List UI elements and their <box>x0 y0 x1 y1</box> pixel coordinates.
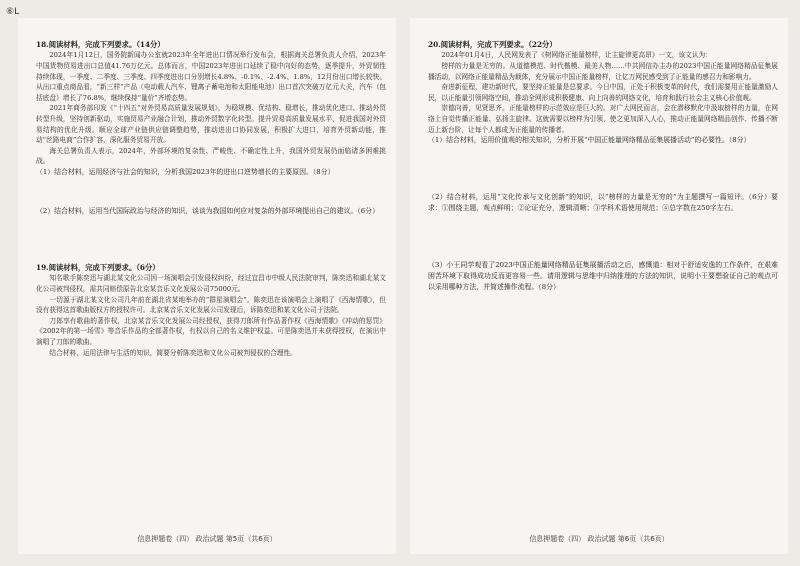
q19-subquestion-1: 结合材料，运用法律与生活的知识，简要分析陈奕迅和文化公司被判侵权的合理性。 <box>49 348 297 357</box>
q19-material-para: 刀郎享有歌曲的著作权，北京某音乐文化发展公司经授权，获得刀郎所有作品著作权《西海情歌》《冲动的惩罚》《2002年的第一场雪》等音乐作品的全部著作权，有权以自己的名义维护权益。可是陈奕迅并未获得授权，在演出中演唱了刀郎的歌曲。 <box>36 316 386 346</box>
question-19-title: 19.阅读材料，完成下列要求。（6分） <box>36 262 160 272</box>
q20-material-para: 榜样的力量是无穷的。从道德模范、时代楷模、最美人物……中共网信办主办的2023中国正能量网络精品征集展播活动，以网络正能量精品为载体，充分展示中国正能量榜样，让亿万网民感受到了正能量的感召力和影响力。 <box>428 62 778 81</box>
q18-material-para: 2021年商务部印发《“十四五”对外贸易高质量发展规划》，为稳规模、优结构、稳增长，推动优化进口、推动外贸转型升级，坚持创新驱动，实施贸易产业融合计划，推动外贸数字化转型。提升贸易高质量发展水平，促进我国对外贸易结构的优化升级。顺应全球产业链供应链调整趋势，推动进出口协同发展，积极扩大进口，培育外贸新动能，推动“丝路电商”合作扩容，深化服务贸易开放。 <box>36 104 386 145</box>
q18-material-para: 海关总署负责人表示，2024年，外部环境的复杂性、严峻性、不确定性上升，我国外贸发展仍面临诸多困难挑战。 <box>36 146 386 166</box>
page-5-footer: 信息押题卷（四） 政治试题 第5页（共6页） <box>137 535 277 543</box>
q20-material-para: 崇德向善，见贤思齐。正能量榜样的示范效应是巨大的。对广大网民而言，会在潜移默化中汲取榜样的力量，在网络上自觉传播正能量、弘扬主旋律。这就需要以榜样为引领，使之更加深入人心，推动正能量网络精品创作、传播不断迈上新台阶，让每个人都成为正能量的传播者。 <box>428 104 778 134</box>
page-5-column <box>36 40 386 358</box>
q20-subquestion-1: （1）结合材料，运用价值观的相关知识，分析开展“中国正能量网络精品征集展播活动”的必要性。（8分） <box>428 136 751 145</box>
q20-material-para: 奋进新征程，建功新时代，要坚持正能量是总要求。今日中国，正处于积极变革的时代，我们需要用正能量激励人民，以正能量引领网络空间，推动全网形成积极健康、向上向善的网络文化，培育和践行社会主义核心价值观。 <box>428 83 778 102</box>
question-20-title: 20.阅读材料，完成下列要求。（22分） <box>428 40 557 49</box>
q18-subquestion-1: （1）结合材料，运用经济与社会的知识，分析我国2023年的进出口逆势增长的主要原因。（8分） <box>36 167 335 176</box>
q18-material-para: 2024年1月12日，国务院新闻办公室就2023年全年进出口情况举行发布会，根据海关总署负责人介绍，2023年中国货物贸易进出口总值41.76万亿元。总体而言，中国2023年进出口延续了稳中向好的态势，逐季提升，外贸韧性持续体现，一季度、二季度、三季度、四季度进出口分别增长4.8%、-0.1%、-2.4%、1.8%，12月份出口增长较快。从出口重点商品看，“新三样”产品（电动载人汽车、锂离子蓄电池和太阳能电池）出口首次突破万亿元大关，汽车（包括底盘）增长了76.8%，继续保持“量价”齐增态势。 <box>36 51 386 102</box>
page-6 <box>410 18 788 554</box>
corner-mark: ⑥L <box>6 7 20 17</box>
q20-subquestion-3: （3）小王同学观看了2023中国正能量网络精品征集展播活动之后，感慨道：相对于舒适安逸的工作条件，在艰难困苦环境下取得成功反而更容易一些。请用逻辑与思维中归纳推理的方法的知识，说明小王要想验证自己的观点可以采用哪种方法，并简述操作流程。（8分） <box>428 261 778 292</box>
page-6-column <box>428 40 778 293</box>
page-5 <box>18 18 396 554</box>
q20-material-para: 2024年01月4日，人民网发表了《树网络正能量榜样，让主旋律更高昂》一文，该文认为： <box>441 51 712 60</box>
q19-material-para: 知名歌手陈奕迅与湖北某文化公司因一场演唱会引发侵权纠纷，经过宜昌市中级人民法院审判，陈奕迅和湖北某文化公司被判侵权，需共同赔偿原告北京某音乐文化发展公司75000元。 <box>36 274 386 293</box>
question-18-title: 18.阅读材料，完成下列要求。（14分） <box>36 40 165 49</box>
q19-material-para: 一切源于湖北某文化公司几年前在湖北省某地举办的“群星演唱会”。陈奕迅在该演唱会上演唱了《西海情歌》，但没有获得这首歌曲版权方的授权许可。北京某音乐文化发展公司发现后，诉陈奕迅和某文化公司于法院。 <box>36 295 386 315</box>
q18-subquestion-2: （2）结合材料，运用当代国际政治与经济的知识，谈谈为我国如何应对复杂的外部环境提出自己的建议。（6分） <box>36 206 379 215</box>
q20-subquestion-2: （2）结合材料，运用“文化传承与文化创新”的知识，以“榜样的力量是无穷的”为主题撰写一篇短评。（6分）要求：①围绕主题，观点鲜明；②论证充分，逻辑清晰；③学科术语使用规范；④总字数在250字左右。 <box>428 193 778 213</box>
page-6-footer: 信息押题卷（四） 政治试题 第6页（共6页） <box>529 535 669 543</box>
